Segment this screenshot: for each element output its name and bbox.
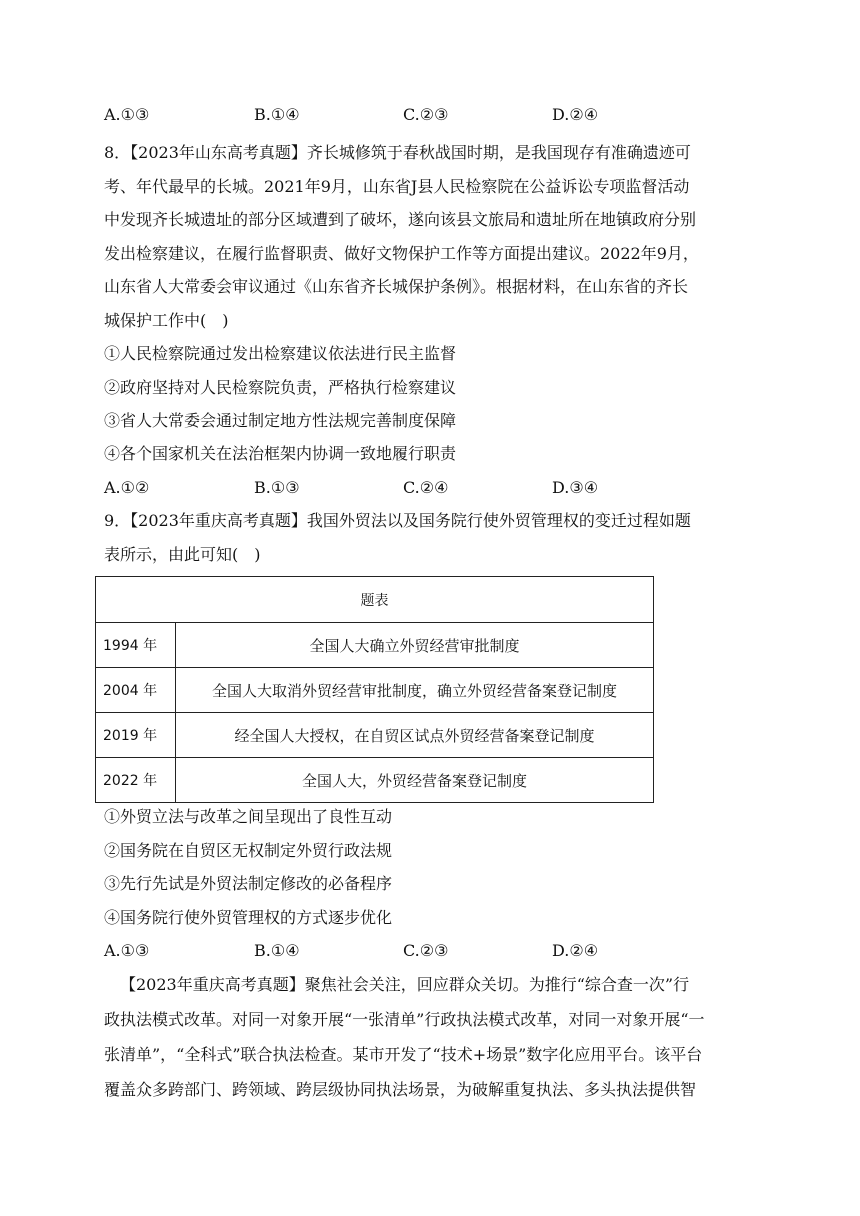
- table-year: 2019 年: [96, 713, 176, 758]
- q9-option-d: D.②④: [552, 941, 599, 960]
- table-year: 2004 年: [96, 668, 176, 713]
- q8-option-c: C.②④: [403, 478, 449, 497]
- q8-line: 山东省人大常委会审议通过《山东省齐长城保护条例》。根据材料，在山东省的齐长: [104, 277, 689, 296]
- q8-line: 考、年代最早的长城。2021年9月，山东省J县人民检察院在公益诉讼专项监督活动: [104, 177, 690, 196]
- q9-line: 9．【2023年重庆高考真题】我国外贸法以及国务院行使外贸管理权的变迁过程如题: [104, 511, 691, 530]
- table-year: 1994 年: [96, 623, 176, 668]
- q8-item: ③省人大常委会通过制定地方性法规完善制度保障: [104, 411, 457, 430]
- table-content: 全国人大取消外贸经营审批制度，确立外贸经营备案登记制度: [176, 668, 654, 713]
- table-year: 2022 年: [96, 758, 176, 803]
- q9-item: ①外贸立法与改革之间呈现出了良性互动: [104, 807, 393, 826]
- table-row: [96, 758, 654, 803]
- table-title: 题表: [96, 577, 654, 623]
- passage-line: 张清单”，“全科式”联合执法检查。某市开发了“技术+场景”数字化应用平台。该平台: [104, 1045, 703, 1064]
- q8-option-a: A.①②: [104, 478, 150, 497]
- table-content: 经全国人大授权，在自贸区试点外贸经营备案登记制度: [176, 713, 654, 758]
- q9-item: ④国务院行使外贸管理权的方式逐步优化: [104, 908, 393, 927]
- passage-line: 政执法模式改革。对同一对象开展“一张清单”行政执法模式改革，对同一对象开展“一: [104, 1010, 705, 1029]
- q7-option-a: A.①③: [104, 105, 150, 124]
- table-row: [96, 668, 654, 713]
- table-content: 全国人大确立外贸经营审批制度: [176, 623, 654, 668]
- q8-option-d: D.③④: [552, 478, 599, 497]
- q8-line: 发出检察建议，在履行监督职责、做好文物保护工作等方面提出建议。2022年9月，: [104, 244, 699, 263]
- q9-line: 表所示，由此可知( ): [104, 545, 261, 564]
- q9-option-a: A.①③: [104, 941, 150, 960]
- q7-option-b: B.①④: [254, 105, 300, 124]
- q9-option-c: C.②③: [403, 941, 449, 960]
- q9-item: ③先行先试是外贸法制定修改的必备程序: [104, 874, 393, 893]
- passage-line: 覆盖众多跨部门、跨领域、跨层级协同执法场景，为破解重复执法、多头执法提供智: [104, 1080, 697, 1099]
- q8-item: ①人民检察院通过发出检察建议依法进行民主监督: [104, 344, 457, 363]
- q8-item: ②政府坚持对人民检察院负责，严格执行检察建议: [104, 378, 457, 397]
- q7-option-c: C.②③: [403, 105, 449, 124]
- table-content: 全国人大，外贸经营备案登记制度: [176, 758, 654, 803]
- q8-line: 8．【2023年山东高考真题】齐长城修筑于春秋战国时期，是我国现存有准确遗迹可: [104, 143, 691, 162]
- table-row: [96, 623, 654, 668]
- q8-line: 城保护工作中( ): [104, 311, 229, 330]
- q8-option-b: B.①③: [254, 478, 300, 497]
- q9-table: [95, 576, 654, 803]
- q7-option-d: D.②④: [552, 105, 599, 124]
- passage-line: 【2023年重庆高考真题】聚焦社会关注，回应群众关切。为推行“综合查一次”行: [120, 975, 690, 994]
- table-row: [96, 713, 654, 758]
- q9-option-b: B.①④: [254, 941, 300, 960]
- table-title-row: [96, 577, 654, 623]
- q9-item: ②国务院在自贸区无权制定外贸行政法规: [104, 841, 393, 860]
- q8-item: ④各个国家机关在法治框架内协调一致地履行职责: [104, 444, 457, 463]
- q8-line: 中发现齐长城遗址的部分区域遭到了破坏，遂向该县文旅局和遗址所在地镇政府分别: [104, 210, 697, 229]
